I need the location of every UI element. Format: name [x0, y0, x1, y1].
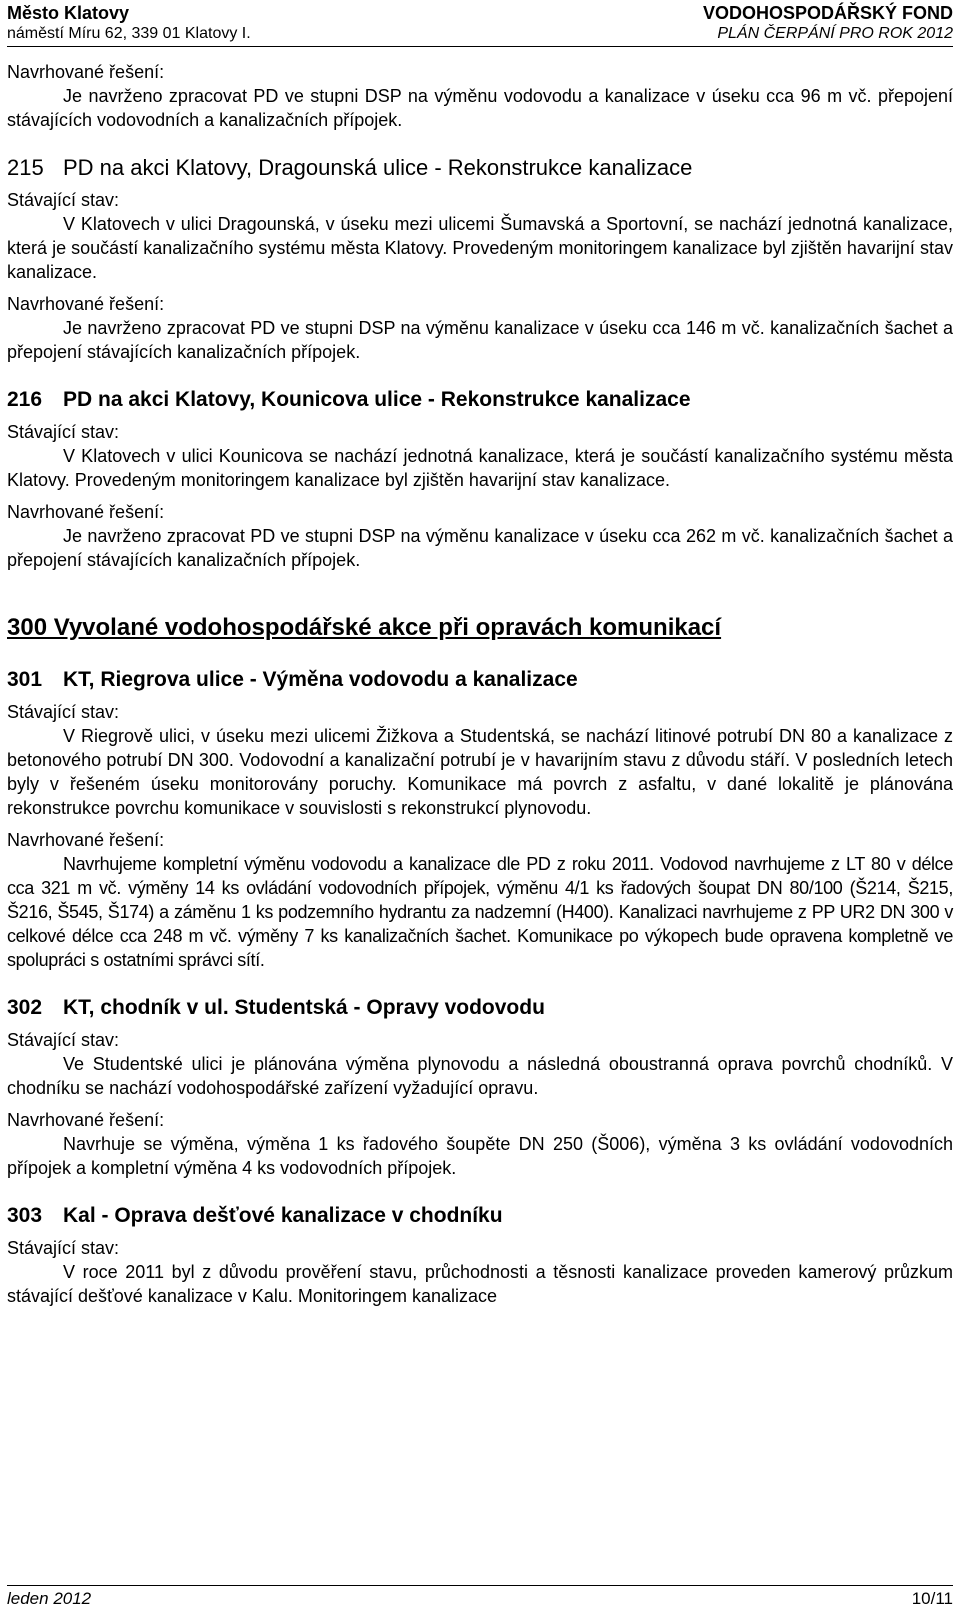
section-216-state-label: Stávající stav:	[7, 422, 120, 442]
intro-solution-text: Je navrženo zpracovat PD ve stupni DSP na výměnu vodovodu a kanalizace v úseku cca 96 m vč. přepojení stávajících vodovodních a kanalizačních přípojek.	[7, 86, 953, 130]
section-216-solution-text: Je navrženo zpracovat PD ve stupni DSP na výměnu kanalizace v úseku cca 262 m vč. kanalizačních šachet a přepojení stávajících kanalizačních přípojek.	[7, 526, 953, 570]
section-215-number: 215	[7, 155, 44, 180]
section-215-solution-label: Navrhované řešení:	[7, 294, 165, 314]
page-footer	[7, 1585, 953, 1610]
section-303	[7, 1202, 953, 1308]
section-301-state-label: Stávající stav:	[7, 702, 120, 722]
section-215-heading	[7, 154, 953, 182]
section-303-title: Kal - Oprava dešťové kanalizace v chodníku	[63, 1204, 503, 1227]
section-303-state-text: V roce 2011 byl z důvodu prověření stavu, průchodnosti a těsnosti kanalizace proveden kamerový průzkum stávající dešťové kanalizace v Kalu. Monitoringem kanalizace	[7, 1262, 953, 1306]
intro-solution-label: Navrhované řešení:	[7, 62, 165, 82]
section-301-number: 301	[7, 668, 43, 691]
section-302-number: 302	[7, 996, 43, 1019]
section-302-state-text: Ve Studentské ulici je plánována výměna plynovodu a následná oboustranná oprava povrchů chodníků. V chodníku se nachází vodohospodářské zařízení vyžadující opravu.	[7, 1054, 953, 1098]
section-301-title: KT, Riegrova ulice - Výměna vodovodu a kanalizace	[63, 668, 578, 691]
intro-block	[7, 60, 953, 132]
section-301-state-text: V Riegrově ulici, v úseku mezi ulicemi Žižkova a Studentská, se nachází litinové potrubí DN 80 a kanalizace z betonového potrubí DN 300. Vodovodní a kanalizační potrubí je v havarijním stavu z důvodu stáří. V posledních letech byly v řešeném úseku monitorovány poruchy. Komunikace má povrch z asfaltu, v dané lokalitě je plánována rekonstrukce povrchu komunikace v souvislosti s rekonstrukcí plynovodu.	[7, 726, 953, 818]
section-216-heading	[7, 386, 953, 414]
section-216	[7, 386, 953, 572]
header-address: náměstí Míru 62, 339 01 Klatovy I.	[7, 25, 251, 42]
header-fund: VODOHOSPODÁŘSKÝ FOND	[702, 3, 953, 23]
section-301	[7, 666, 953, 972]
section-216-title: PD na akci Klatovy, Kounicova ulice - Rekonstrukce kanalizace	[63, 388, 691, 411]
section-301-solution-label: Navrhované řešení:	[7, 830, 165, 850]
footer-page-number: 10/11	[911, 1589, 953, 1608]
section-216-number: 216	[7, 388, 43, 411]
section-302-state-label: Stávající stav:	[7, 1030, 120, 1050]
page-header	[7, 2, 953, 47]
section-301-heading	[7, 666, 953, 694]
section-303-number: 303	[7, 1204, 43, 1227]
section-303-heading	[7, 1202, 953, 1230]
section-216-solution-label: Navrhované řešení:	[7, 502, 165, 522]
header-org: Město Klatovy	[7, 3, 130, 23]
section-303-state-label: Stávající stav:	[7, 1238, 120, 1258]
section-302-solution-text: Navrhuje se výměna, výměna 1 ks řadového šoupěte DN 250 (Š006), výměna 3 ks ovládání vodovodních přípojek a kompletní výměna 4 ks vodovodních přípojek.	[7, 1134, 953, 1178]
section-302-heading	[7, 994, 953, 1022]
section-216-state-text: V Klatovech v ulici Kounicova se nachází jednotná kanalizace, která je součástí kanalizačního systému města Klatovy. Provedeným monitoringem kanalizace byl zjištěn havarijní stav kanalizace.	[7, 446, 953, 490]
section-301-solution-text: Navrhujeme kompletní výměnu vodovodu a kanalizace dle PD z roku 2011. Vodovod navrhujeme z LT 80 v délce cca 321 m vč. výměny 14 ks ovládání vodovodních přípojek, výměnu 4/1 ks řadových šoupat DN 80/100 (Š214, Š215, Š216, Š545, Š174) a záměnu 1 ks podzemního hydrantu za nadzemní (H400). Kanalizaci navrhujeme z PP UR2 DN 300 v celkové délce cca 248 m vč. výměny 7 ks kanalizačních šachet. Komunikace po výkopech bude opravena kompletně ve spolupráci s ostatními správci sítí.	[7, 854, 953, 970]
header-plan: PLÁN ČERPÁNÍ PRO ROK 2012	[717, 25, 953, 42]
document-body	[7, 60, 953, 1308]
section-215-state-label: Stávající stav:	[7, 190, 120, 210]
section-215-title: PD na akci Klatovy, Dragounská ulice - Rekonstrukce kanalizace	[63, 155, 693, 180]
footer-date: leden 2012	[7, 1589, 92, 1608]
section-215	[7, 154, 953, 364]
section-302	[7, 994, 953, 1180]
section-215-state-text: V Klatovech v ulici Dragounská, v úseku mezi ulicemi Šumavská a Sportovní, se nachází jednotná kanalizace, která je součástí kanalizačního systému města Klatovy. Provedeným monitoringem kanalizace byl zjištěn havarijní stav kanalizace.	[7, 214, 953, 282]
section-302-title: KT, chodník v ul. Studentská - Opravy vodovodu	[63, 996, 545, 1019]
section-302-solution-label: Navrhované řešení:	[7, 1110, 165, 1130]
section-300-heading: 300 Vyvolané vodohospodářské akce při opravách komunikací	[7, 614, 722, 641]
section-215-solution-text: Je navrženo zpracovat PD ve stupni DSP na výměnu kanalizace v úseku cca 146 m vč. kanalizačních šachet a přepojení stávajících kanalizačních přípojek.	[7, 318, 953, 362]
